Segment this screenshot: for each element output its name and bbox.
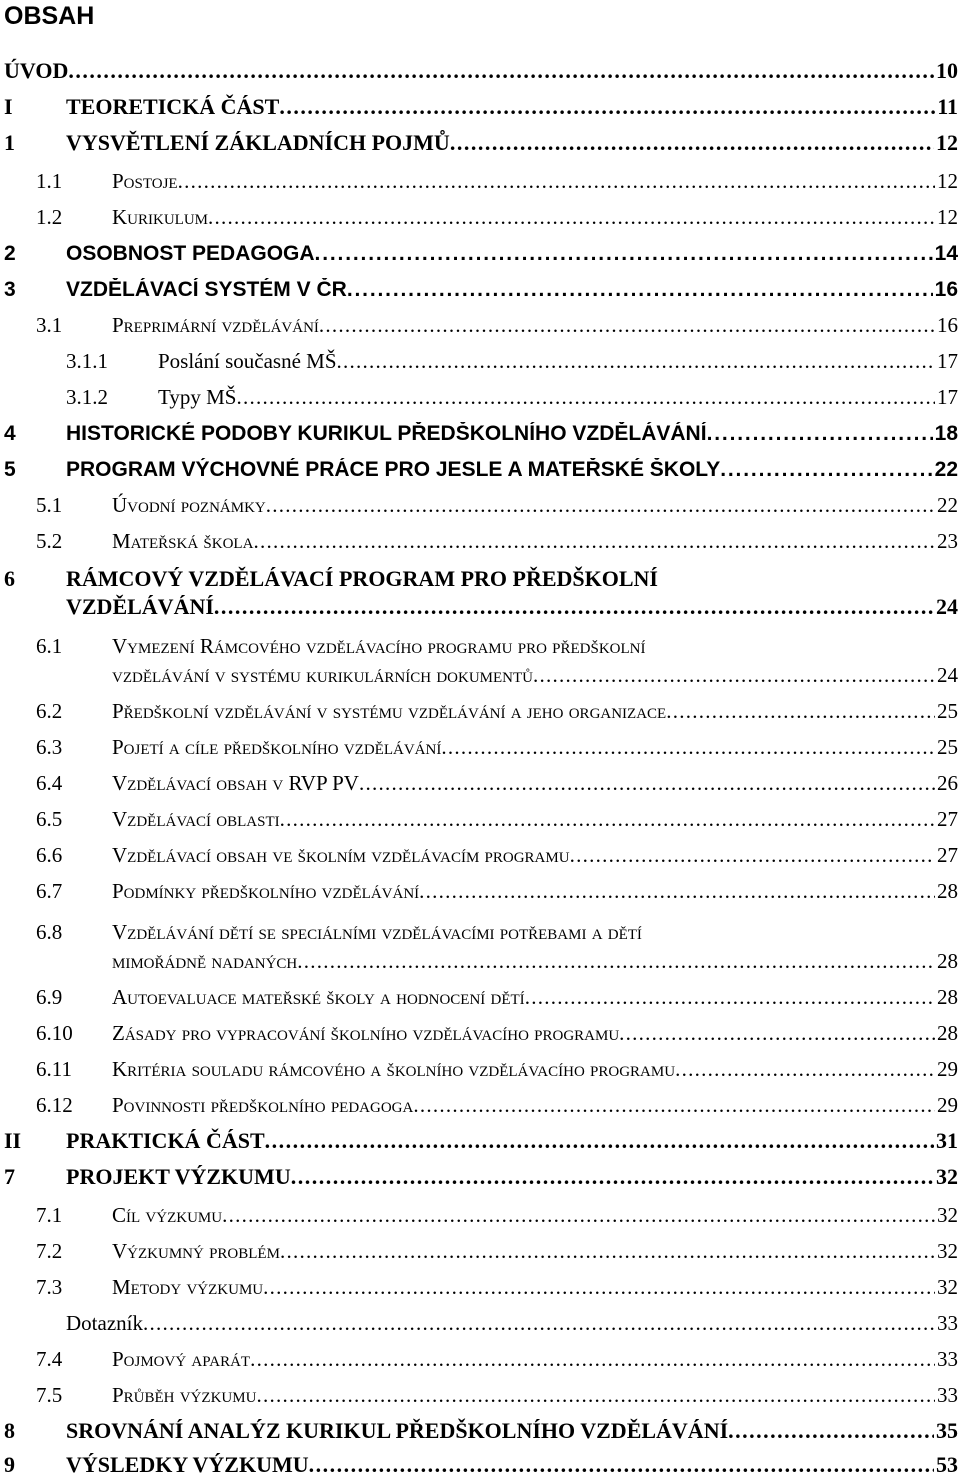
toc-entry-title: Dotazník xyxy=(66,1311,143,1335)
toc-entry-title-line1: Vzdělávání dětí se speciálními vzdělávacími potřebami a dětí xyxy=(112,920,642,944)
toc-entry-number: 6.3 xyxy=(36,735,63,759)
toc-entry-page: 24 xyxy=(936,594,958,619)
toc-entry-number: 6.8 xyxy=(36,920,63,944)
toc-entry-title: SROVNÁNÍ ANALÝZ KURIKUL PŘEDŠKOLNÍHO VZDĚLÁVÁNÍ xyxy=(66,1418,729,1443)
leader-dots xyxy=(315,242,933,266)
toc-entry-title: Úvodní poznámky xyxy=(112,493,266,517)
toc-entry-page: 28 xyxy=(937,879,958,903)
toc-entry[interactable] xyxy=(0,128,958,160)
toc-entry[interactable] xyxy=(0,1450,958,1482)
leader-dots xyxy=(619,1021,935,1046)
toc-entry-title: Metody výzkumu xyxy=(112,1275,264,1299)
toc-entry-title: Preprimární vzdělávání xyxy=(112,313,319,337)
toc-entry-title: Vzdělávací oblasti xyxy=(112,807,280,831)
toc-entry[interactable] xyxy=(0,914,958,978)
toc-entry-number: 7.1 xyxy=(36,1203,63,1227)
toc-entry-number: 1.2 xyxy=(36,205,63,229)
toc-entry-number: 6.11 xyxy=(36,1057,72,1081)
toc-entry[interactable] xyxy=(0,1090,958,1122)
toc-entry-title: Postoje xyxy=(112,169,178,193)
toc-entry-page: 32 xyxy=(936,1164,958,1189)
toc-entry-title: ÚVOD xyxy=(4,58,69,83)
toc-entry-title: Cíl výzkumu xyxy=(112,1203,223,1227)
leader-dots xyxy=(250,1347,935,1372)
toc-entry[interactable] xyxy=(0,628,958,692)
toc-entry-title: Vzdělávací obsah v RVP PV xyxy=(112,771,359,795)
toc-entry-title: Pojetí a cíle předškolního vzdělávání xyxy=(112,735,442,759)
toc-entry-title-line2: VZDĚLÁVÁNÍ xyxy=(66,594,214,619)
toc-entry-number: 6.6 xyxy=(36,843,63,867)
toc-entry-number: 6.2 xyxy=(36,699,63,723)
toc-entry-page: 27 xyxy=(937,807,958,831)
leader-dots xyxy=(319,313,935,338)
leader-dots xyxy=(413,1093,935,1118)
toc-entry-page: 28 xyxy=(937,1021,958,1045)
toc-entry[interactable] xyxy=(0,1054,958,1086)
leader-dots xyxy=(359,771,935,796)
leader-dots xyxy=(263,1275,935,1300)
toc-entry-page: 17 xyxy=(937,349,958,373)
leader-dots xyxy=(533,663,935,688)
toc-entry[interactable] xyxy=(0,696,958,728)
toc-entry-page: 12 xyxy=(937,205,958,229)
toc-entry-page: 12 xyxy=(936,130,958,155)
toc-entry-title: PRAKTICKÁ ČÁST xyxy=(66,1128,265,1153)
toc-entry[interactable] xyxy=(0,804,958,836)
toc-entry-page: 17 xyxy=(937,385,958,409)
toc-entry-number: 6.4 xyxy=(36,771,63,795)
toc-entry-number: 6 xyxy=(4,566,15,591)
toc-entry-number: 6.7 xyxy=(36,879,63,903)
toc-entry-number: 6.9 xyxy=(36,985,63,1009)
toc-entry-number: 1 xyxy=(4,130,15,155)
toc-entry-title: VÝSLEDKY VÝZKUMU xyxy=(66,1452,309,1477)
toc-entry-number: 5.2 xyxy=(36,529,63,553)
toc-entry-page: 29 xyxy=(937,1093,958,1117)
toc-entry-title: Autoevaluace mateřské školy a hodnocení dětí xyxy=(112,985,525,1009)
toc-entry-number: 3 xyxy=(4,278,16,301)
leader-dots xyxy=(720,458,932,482)
toc-entry-title: TEORETICKÁ ČÁST xyxy=(66,94,280,119)
leader-dots xyxy=(236,385,935,410)
leader-dots xyxy=(337,349,936,374)
toc-entry-number: 3.1 xyxy=(36,313,63,337)
leader-dots xyxy=(450,130,934,156)
leader-dots xyxy=(256,1383,935,1408)
toc-entry[interactable] xyxy=(0,982,958,1014)
toc-entry-page: 26 xyxy=(937,771,958,795)
toc-entry-number: 6.10 xyxy=(36,1021,73,1045)
leader-dots xyxy=(280,807,935,832)
toc-entry-number: 8 xyxy=(4,1418,15,1443)
toc-entry[interactable] xyxy=(0,56,958,88)
toc-entry-title: HISTORICKÉ PODOBY KURIKUL PŘEDŠKOLNÍHO VZDĚLÁVÁNÍ xyxy=(66,422,707,445)
leader-dots xyxy=(222,1203,935,1228)
toc-entry-title: Povinnosti předškolního pedagoga xyxy=(112,1093,414,1117)
leader-dots xyxy=(280,1239,935,1264)
toc-entry-title: Předškolní vzdělávání v systému vzdělávání a jeho organizace xyxy=(112,699,667,723)
leader-dots xyxy=(728,1418,934,1444)
toc-entry[interactable] xyxy=(0,560,958,624)
leader-dots xyxy=(291,1164,934,1190)
toc-entry-page: 16 xyxy=(934,278,958,301)
leader-dots xyxy=(309,1452,934,1478)
toc-entry-page: 10 xyxy=(936,58,958,83)
toc-entry-title: PROGRAM VÝCHOVNÉ PRÁCE PRO JESLE A MATEŘSKÉ ŠKOLY xyxy=(66,458,721,481)
toc-entry-page: 32 xyxy=(937,1275,958,1299)
toc-entry-number: 7.2 xyxy=(36,1239,63,1263)
toc-entry[interactable] xyxy=(0,490,958,522)
toc-entry-page: 23 xyxy=(937,529,958,553)
toc-entry-number: II xyxy=(4,1128,22,1153)
leader-dots xyxy=(265,1128,934,1154)
leader-dots xyxy=(570,843,935,868)
toc-entry[interactable] xyxy=(0,1416,958,1448)
toc-entry-page: 18 xyxy=(934,422,958,445)
toc-entry-number: 9 xyxy=(4,1452,15,1477)
toc-entry-number: 7 xyxy=(4,1164,15,1189)
toc-entry[interactable] xyxy=(0,840,958,872)
toc-entry-page: 14 xyxy=(934,242,958,265)
toc-entry-title: Průběh výzkumu xyxy=(112,1383,257,1407)
toc-entry-number: 3.1.1 xyxy=(66,349,108,373)
toc-entry[interactable] xyxy=(0,1200,958,1232)
leader-dots xyxy=(214,594,934,620)
toc-entry-number: 6.5 xyxy=(36,807,63,831)
toc-entry[interactable] xyxy=(0,92,958,124)
toc-entry-title: Kritéria souladu rámcového a školního vzdělávacího programu xyxy=(112,1057,676,1081)
toc-entry-page: 24 xyxy=(937,663,958,687)
toc-entry-title: OSOBNOST PEDAGOGA xyxy=(66,242,315,265)
toc-entry-title: Kurikulum xyxy=(112,205,208,229)
toc-entry-title: Mateřská škola xyxy=(112,529,254,553)
toc-entry-page: 22 xyxy=(937,493,958,517)
toc-entry-title: Pojmový aparát xyxy=(112,1347,251,1371)
leader-dots xyxy=(441,735,935,760)
toc-entry-page: 27 xyxy=(937,843,958,867)
toc-entry[interactable] xyxy=(0,1126,958,1158)
toc-entry-title: Vzdělávací obsah ve školním vzdělávacím programu xyxy=(112,843,570,867)
toc-entry-page: 31 xyxy=(936,1128,958,1153)
toc-entry-page: 32 xyxy=(937,1239,958,1263)
toc-entry[interactable] xyxy=(0,418,958,450)
toc-entry-number: 5.1 xyxy=(36,493,63,517)
toc-entry-title: Zásady pro vypracování školního vzdělávacího programu xyxy=(112,1021,620,1045)
leader-dots xyxy=(68,58,934,84)
toc-entry[interactable] xyxy=(0,732,958,764)
toc-entry-page: 28 xyxy=(937,985,958,1009)
toc-entry-title: Výzkumný problém xyxy=(112,1239,280,1263)
toc-entry[interactable] xyxy=(0,166,958,198)
leader-dots xyxy=(178,169,935,194)
toc-entry-number: 6.1 xyxy=(36,634,63,658)
leader-dots xyxy=(347,278,933,302)
leader-dots xyxy=(208,205,935,230)
toc-entry[interactable] xyxy=(0,876,958,908)
toc-entry[interactable] xyxy=(0,1272,958,1304)
toc-entry[interactable] xyxy=(0,310,958,342)
toc-entry-page: 16 xyxy=(937,313,958,337)
toc-entry[interactable] xyxy=(0,768,958,800)
leader-dots xyxy=(419,879,935,904)
toc-entry-title: VYSVĚTLENÍ ZÁKLADNÍCH POJMŮ xyxy=(66,130,450,155)
toc-entry-title-line2: vzdělávání v systému kurikulárních dokumentů xyxy=(112,663,533,687)
toc-entry-page: 11 xyxy=(937,94,958,119)
leader-dots xyxy=(675,1057,935,1082)
toc-heading: OBSAH xyxy=(4,2,95,30)
toc-entry[interactable] xyxy=(0,1308,958,1340)
toc-entry[interactable] xyxy=(0,202,958,234)
toc-entry-page: 28 xyxy=(937,949,958,973)
toc-entry-page: 33 xyxy=(937,1347,958,1371)
toc-entry-number: 5 xyxy=(4,458,16,481)
toc-entry-title-line2: mimořádně nadaných xyxy=(112,949,298,973)
toc-entry-title-line1: RÁMCOVÝ VZDĚLÁVACÍ PROGRAM PRO PŘEDŠKOLNÍ xyxy=(66,566,658,591)
toc-entry-page: 32 xyxy=(937,1203,958,1227)
toc-entry-page: 22 xyxy=(934,458,958,481)
toc-entry[interactable] xyxy=(0,1380,958,1412)
toc-entry[interactable] xyxy=(0,526,958,558)
toc-entry-title: Poslání současné MŠ xyxy=(158,349,337,373)
leader-dots xyxy=(666,699,935,724)
leader-dots xyxy=(253,529,935,554)
toc-entry-page: 25 xyxy=(937,735,958,759)
toc-entry[interactable] xyxy=(0,1018,958,1050)
toc-entry[interactable] xyxy=(0,274,958,306)
toc-entry[interactable] xyxy=(0,454,958,486)
toc-entry-number: 7.3 xyxy=(36,1275,63,1299)
leader-dots xyxy=(143,1311,935,1336)
toc-entry[interactable] xyxy=(0,1162,958,1194)
toc-entry-number: 7.5 xyxy=(36,1383,63,1407)
toc-entry-number: 4 xyxy=(4,422,16,445)
toc-entry-number: 3.1.2 xyxy=(66,385,108,409)
toc-entry-title: VZDĚLÁVACÍ SYSTÉM V ČR xyxy=(66,278,347,301)
toc-entry-title: Typy MŠ xyxy=(158,385,237,409)
toc-entry-page: 35 xyxy=(936,1418,958,1443)
leader-dots xyxy=(266,493,935,518)
toc-entry-page: 12 xyxy=(937,169,958,193)
toc-entry[interactable] xyxy=(0,238,958,270)
toc-entry[interactable] xyxy=(0,382,958,414)
toc-entry[interactable] xyxy=(0,1344,958,1376)
toc-entry-number: 7.4 xyxy=(36,1347,63,1371)
leader-dots xyxy=(279,94,935,120)
toc-entry-title-line1: Vymezení Rámcového vzdělávacího programu pro předškolní xyxy=(112,634,646,658)
leader-dots xyxy=(707,422,933,446)
toc-entry-page: 53 xyxy=(936,1452,958,1477)
leader-dots xyxy=(297,949,935,974)
toc-entry-title: PROJEKT VÝZKUMU xyxy=(66,1164,291,1189)
toc-entry-page: 25 xyxy=(937,699,958,723)
toc-entry-number: I xyxy=(4,94,13,119)
toc-entry-number: 2 xyxy=(4,242,16,265)
toc-entry[interactable] xyxy=(0,346,958,378)
toc-entry-number: 1.1 xyxy=(36,169,63,193)
leader-dots xyxy=(525,985,935,1010)
toc-entry[interactable] xyxy=(0,1236,958,1268)
toc-entry-page: 33 xyxy=(937,1383,958,1407)
toc-entry-title: Podmínky předškolního vzdělávání xyxy=(112,879,420,903)
toc-entry-number: 6.12 xyxy=(36,1093,73,1117)
toc-entry-page: 29 xyxy=(937,1057,958,1081)
toc-entry-page: 33 xyxy=(937,1311,958,1335)
